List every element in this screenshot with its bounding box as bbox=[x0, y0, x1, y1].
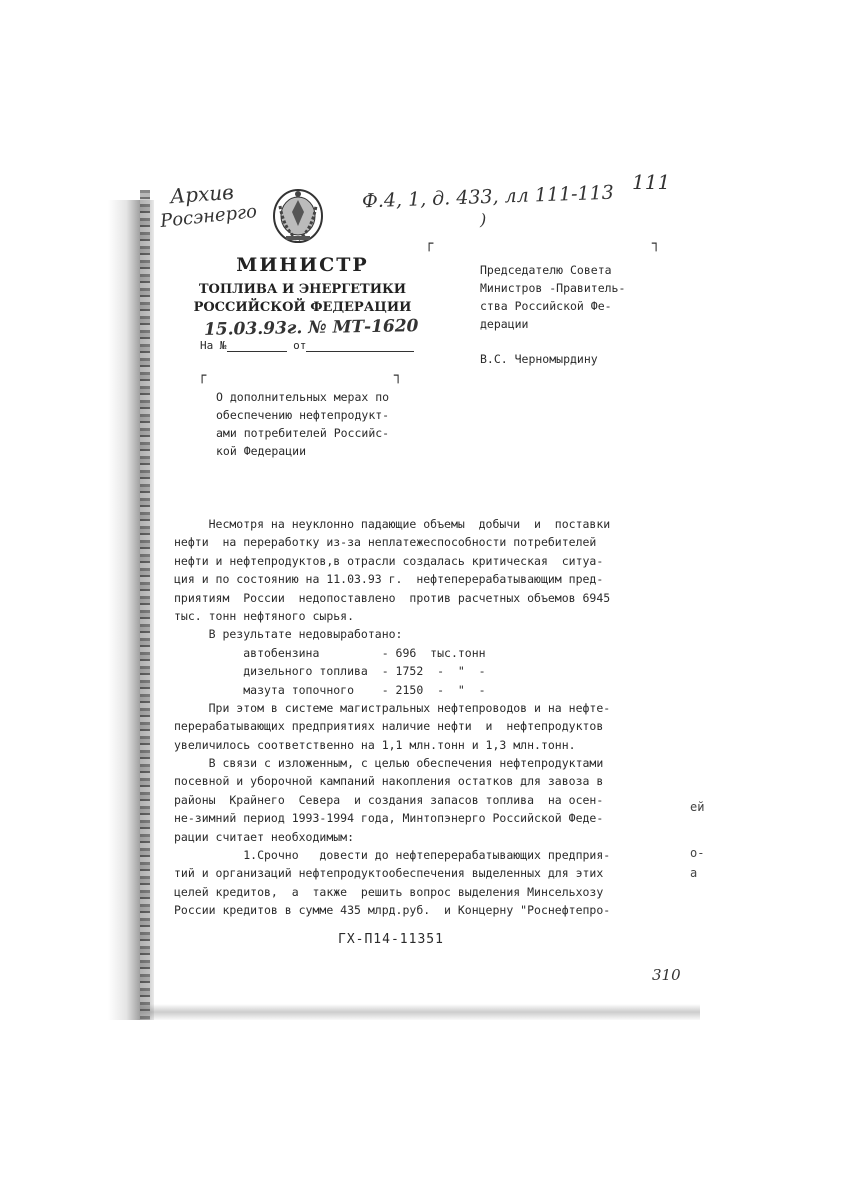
addressee-block bbox=[480, 261, 625, 333]
page-number: 310 bbox=[652, 966, 681, 984]
subject-line: ами потребителей Российс- bbox=[216, 426, 390, 440]
addressee-bracket-left: ┌ bbox=[425, 236, 434, 252]
scan-shadow-bottom bbox=[140, 1004, 700, 1020]
addressee-line: дерации bbox=[480, 317, 529, 331]
addressee-bracket-right: ┐ bbox=[652, 236, 661, 252]
body-line: рации считает необходимым: bbox=[174, 829, 355, 844]
addressee-line: Министров -Правитель- bbox=[480, 281, 626, 295]
letterhead-line2: РОССИЙСКОЙ ФЕДЕРАЦИИ bbox=[193, 300, 412, 315]
subject-line: О дополнительных мерах по bbox=[216, 390, 390, 404]
body-line: Несмотря на неуклонно падающие объемы добычи и поставки bbox=[174, 517, 611, 531]
margin-fragment: а bbox=[690, 866, 698, 880]
subject-bracket-right: ┐ bbox=[394, 368, 403, 384]
footer-code: ГХ-П14-11351 bbox=[338, 932, 444, 947]
reference-to-label: На № bbox=[200, 339, 227, 352]
body-line: тыс. тонн нефтяного сырья. bbox=[174, 608, 355, 623]
body-line: целей кредитов, а также решить вопрос выделения Минсельхозу bbox=[174, 884, 604, 899]
sheet-number: 111 bbox=[632, 170, 671, 194]
body-line: посевной и уборочной кампаний накопления остатков для завоза в bbox=[174, 774, 604, 789]
body-line: дизельного топлива - 1752 - " - bbox=[174, 664, 486, 679]
letter-body bbox=[174, 515, 644, 920]
addressee-name: В.С. Черномырдину bbox=[480, 352, 598, 366]
subject-line: обеспечению нефтепродукт- bbox=[216, 408, 390, 422]
scan-binding-edge bbox=[140, 190, 150, 1020]
subject-bracket-left: ┌ bbox=[198, 368, 207, 384]
outgoing-number: 15.03.93г. № МТ-1620 bbox=[203, 316, 419, 340]
archive-reference: Ф.4, 1, д. 433, лл 111-113 bbox=[361, 181, 615, 213]
body-line: не-зимний период 1993-1994 года, Минтопэнерго Российской Феде- bbox=[174, 811, 604, 826]
archive-reference-mark: ) bbox=[480, 210, 487, 229]
body-line: В результате недовыработано: bbox=[174, 627, 403, 642]
letterhead-title: МИНИСТР bbox=[236, 254, 369, 276]
body-line: мазута топочного - 2150 - " - bbox=[174, 682, 486, 697]
body-line: автобензина - 696 тыс.тонн bbox=[174, 645, 486, 660]
body-line: районы Крайнего Севера и создания запасов топлива на осен- bbox=[174, 792, 604, 807]
reference-line bbox=[200, 339, 414, 352]
body-line: ция и по состоянию на 11.03.93 г. нефтеперерабатывающим пред- bbox=[174, 572, 604, 587]
body-line: перерабатывающих предприятиях наличие нефти и нефтепродуктов bbox=[174, 719, 604, 734]
body-line: приятиям России недопоставлено против расчетных объемов 6945 bbox=[174, 590, 611, 605]
margin-fragment: ей bbox=[690, 800, 705, 814]
letterhead-line1: ТОПЛИВА И ЭНЕРГЕТИКИ bbox=[198, 282, 407, 297]
addressee-line: Председателю Совета bbox=[480, 263, 612, 277]
body-line: В связи с изложенным, с целью обеспечения нефтепродуктами bbox=[174, 756, 604, 771]
body-line: При этом в системе магистральных нефтепроводов и на нефте- bbox=[174, 700, 611, 715]
archive-note-line1: Архив bbox=[169, 179, 235, 209]
archive-note-line2: Росэнерго bbox=[159, 200, 258, 233]
subject-block bbox=[216, 388, 389, 460]
addressee-line: ства Российской Фе- bbox=[480, 299, 612, 313]
body-line: нефти и нефтепродуктов,в отрасли создалась критическая ситуа- bbox=[174, 553, 604, 568]
margin-fragment: о- bbox=[690, 846, 705, 860]
reference-from-label: от bbox=[293, 339, 307, 352]
body-line: нефти на переработку из-за неплатежеспособности потребителей bbox=[174, 535, 597, 550]
state-emblem-icon bbox=[270, 186, 326, 246]
body-line: России кредитов в сумме 435 млрд.руб. и Концерну "Роснефтепро- bbox=[174, 903, 611, 918]
body-line: увеличилось соответственно на 1,1 млн.тонн и 1,3 млн.тонн. bbox=[174, 737, 576, 752]
body-line: 1.Срочно довести до нефтеперерабатывающих предприя- bbox=[174, 848, 611, 863]
subject-line: кой Федерации bbox=[216, 444, 307, 458]
body-line: тий и организаций нефтепродуктообеспечения выделенных для этих bbox=[174, 866, 604, 881]
